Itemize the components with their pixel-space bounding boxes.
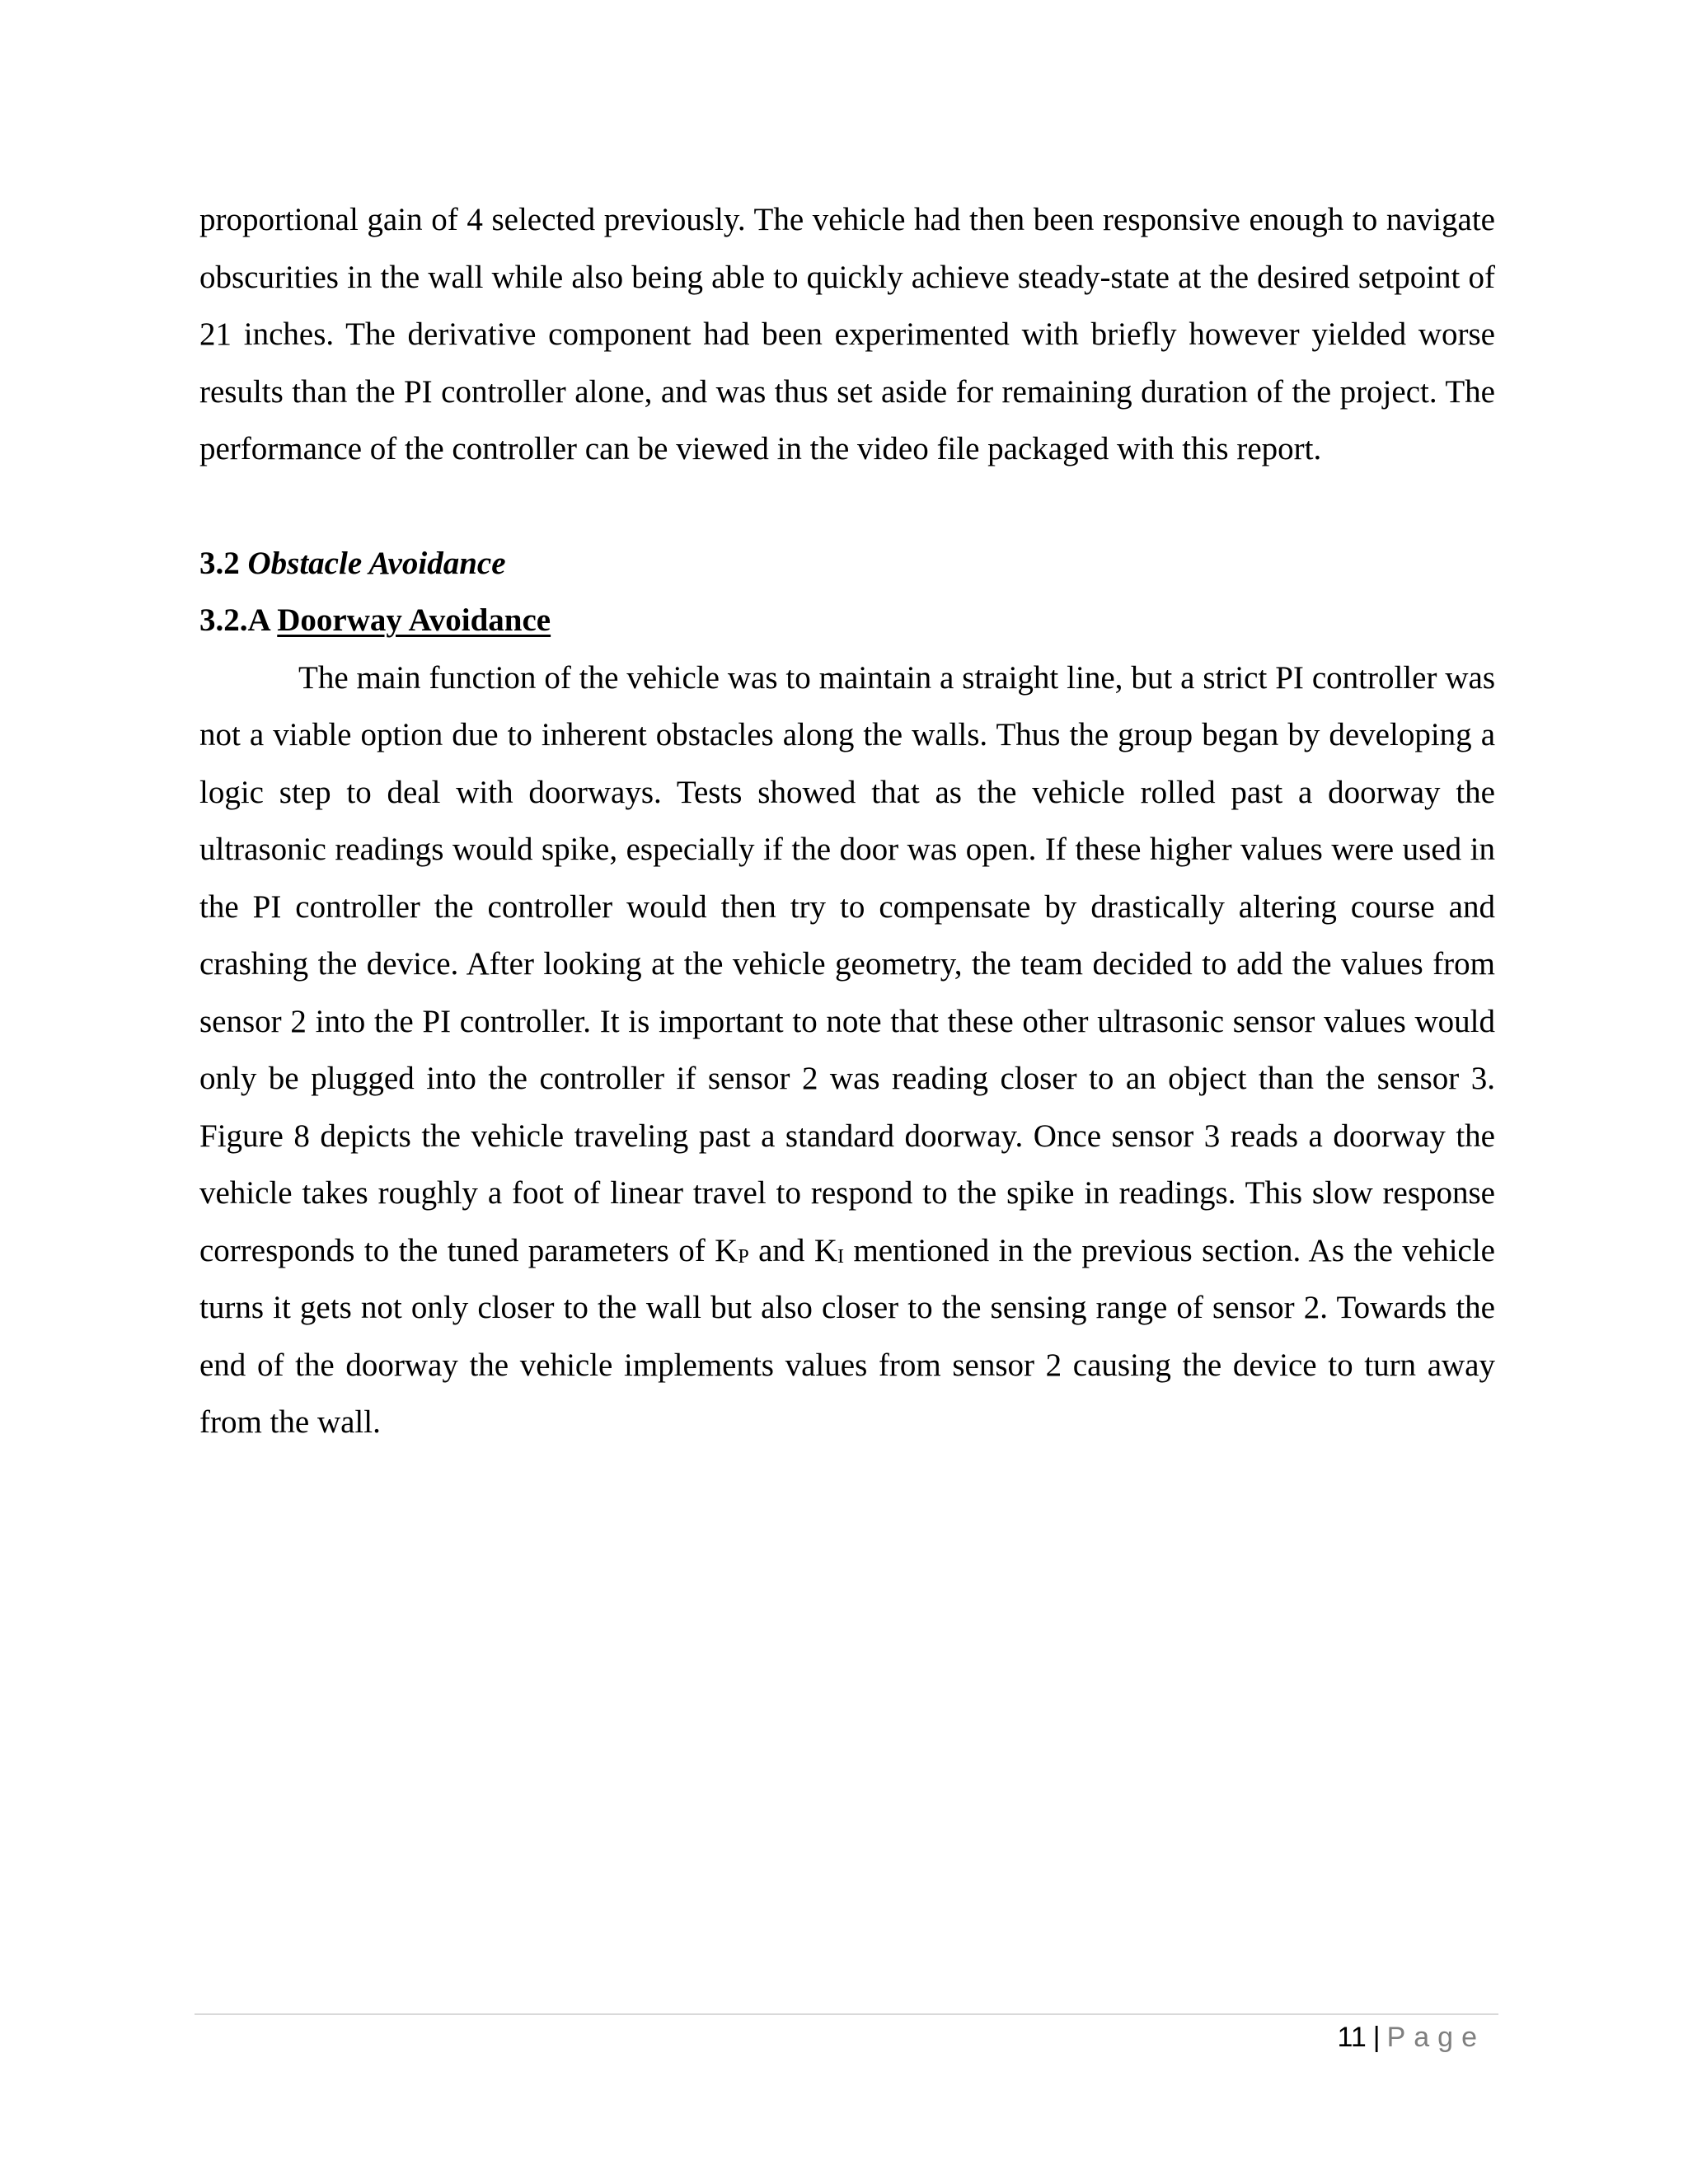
gain-kp-symbol: $K_P$ (715, 1232, 749, 1268)
section-heading (199, 535, 1495, 593)
section-number: 3.2 (199, 545, 240, 581)
body-paragraph-1: proportional gain of 4 selected previously. The vehicle had then been responsive enough to navigate obscurities in the wall while also being able to quickly achieve steady-state at the desired setpoint of 21 inches. The derivative component had been experimented with briefly however yielded worse results than the PI controller alone, and was thus set aside for remaining duration of the project. The performance of the controller can be viewed in the video file packaged with this report. (199, 202, 1495, 466)
gain-ki-symbol: $K_I$ (814, 1232, 845, 1268)
page-label: Page (1386, 2022, 1485, 2053)
section-title: Obstacle Avoidance (247, 545, 506, 581)
page-number: 11 (1337, 2022, 1367, 2053)
body-paragraph-2 (199, 649, 1495, 1451)
footer-divider (195, 2013, 1498, 2015)
subsection-number: 3.2.A (199, 602, 270, 638)
paragraph-spacer (199, 478, 1495, 535)
subsection-heading (199, 592, 1495, 649)
paragraph-2-text-b: mentioned in the previous section. As the vehicle turns it gets not only closer to the wall but also closer to the sensing range of sensor 2. Towards the end of the doorway the vehicle implements values from sensor 2 causing the device to turn away from the wall. (199, 1232, 1495, 1440)
footer-separator: | (1372, 2022, 1381, 2053)
paragraph-2-text-a: The main function of the vehicle was to maintain a straight line, but a strict PI controller was not a viable option due to inherent obstacles along the walls. Thus the group began by developing a logic step to deal with doorways. Tests showed that as the vehicle rolled past a doorway the ultrasonic readings would spike, especially if the door was open. If these higher values were used in the PI controller the controller would then try to compensate by drastically altering course and crashing the device. After looking at the vehicle geometry, the team decided to add the values from sensor 2 into the PI controller. It is important to note that these other ultrasonic sensor values would only be plugged into the controller if sensor 2 was reading closer to an object than the sensor 3. Figure 8 depicts the vehicle traveling past a standard doorway. Once sensor 3 reads a doorway the vehicle takes roughly a foot of linear travel to respond to the spike in readings. This slow response corresponds to the tuned parameters of (199, 659, 1495, 1268)
subsection-title: Doorway Avoidance (277, 602, 551, 638)
conjunction-and: and (748, 1232, 814, 1268)
page-content (199, 191, 1495, 1451)
page-footer (1337, 2017, 1485, 2058)
